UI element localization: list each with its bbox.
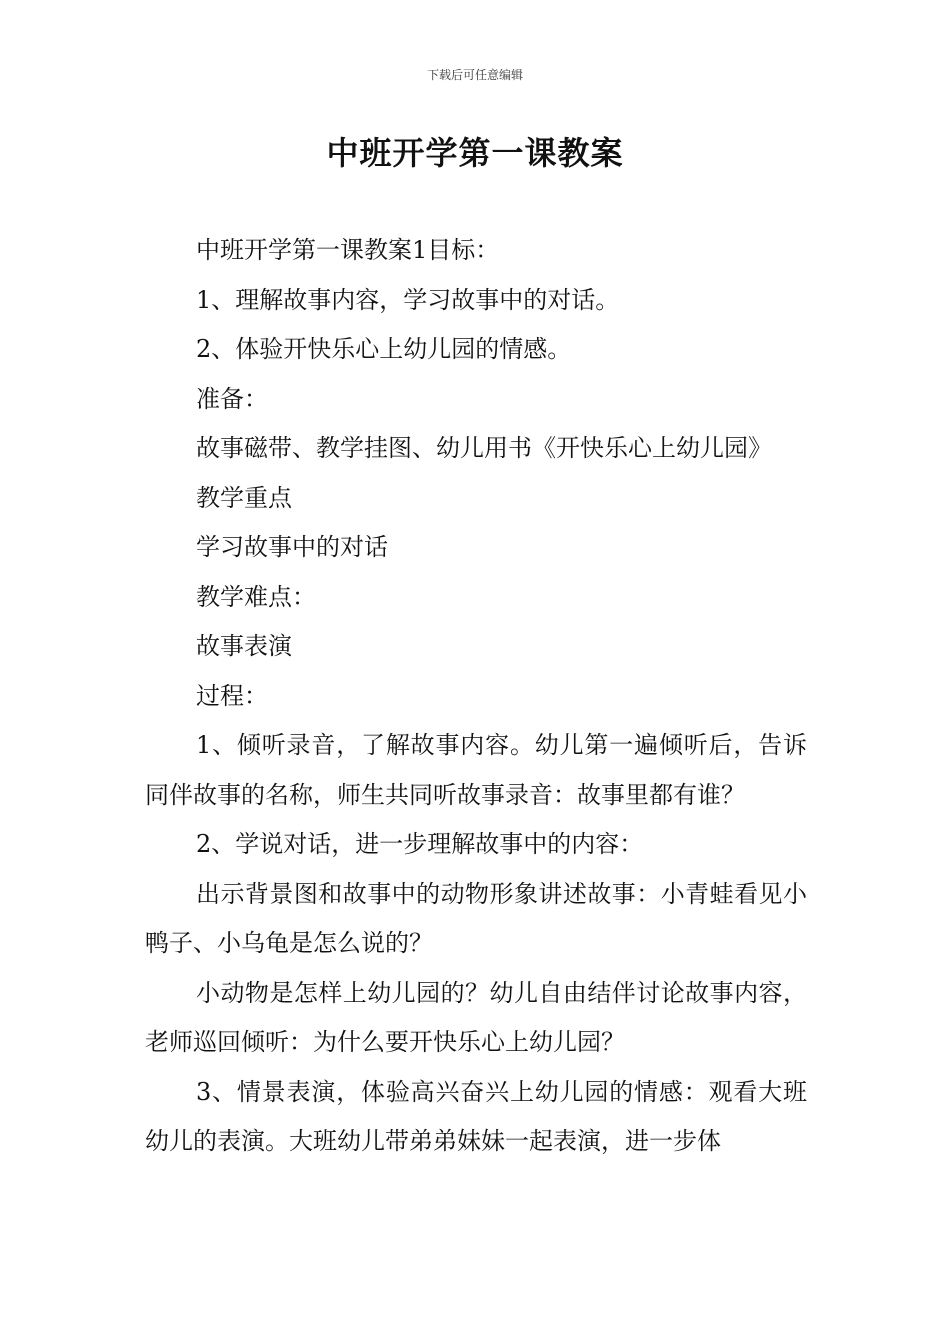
paragraph: 2、学说对话，进一步理解故事中的内容： [196, 830, 644, 858]
paragraph: 故事磁带、教学挂图、幼儿用书《开快乐心上幼儿园》 [196, 434, 772, 462]
paragraph: 学习故事中的对话 [196, 533, 388, 561]
paragraph: 准备： [196, 384, 268, 413]
paragraph: 2、体验开快乐心上幼儿园的情感。 [196, 335, 572, 363]
document-body [145, 226, 807, 1167]
paragraph: 出示背景图和故事中的动物形象讲述故事：小青蛙看见小鸭子、小乌龟是怎么说的？ [145, 879, 807, 957]
paragraph: 故事表演 [196, 632, 292, 660]
paragraph: 中班开学第一课教案1目标： [196, 236, 500, 264]
paragraph: 3、情景表演，体验高兴奋兴上幼儿园的情感：观看大班幼儿的表演。大班幼儿带弟弟妹妹一起表演，进一步体 [145, 1077, 807, 1155]
paragraph: 小动物是怎样上幼儿园的？幼儿自由结伴讨论故事内容，老师巡回倾听：为什么要开快乐心上幼儿园？ [145, 978, 807, 1056]
paragraph: 1、倾听录音，了解故事内容。幼儿第一遍倾听后，告诉同伴故事的名称，师生共同听故事录音：故事里都有谁？ [145, 731, 807, 809]
paragraph: 过程： [196, 681, 268, 710]
paragraph: 教学难点： [196, 582, 316, 611]
document-title: 中班开学第一课教案 [326, 134, 624, 172]
paragraph: 1、理解故事内容，学习故事中的对话。 [196, 285, 620, 314]
header-note: 下载后可任意编辑 [426, 68, 523, 82]
paragraph: 教学重点 [196, 483, 292, 512]
